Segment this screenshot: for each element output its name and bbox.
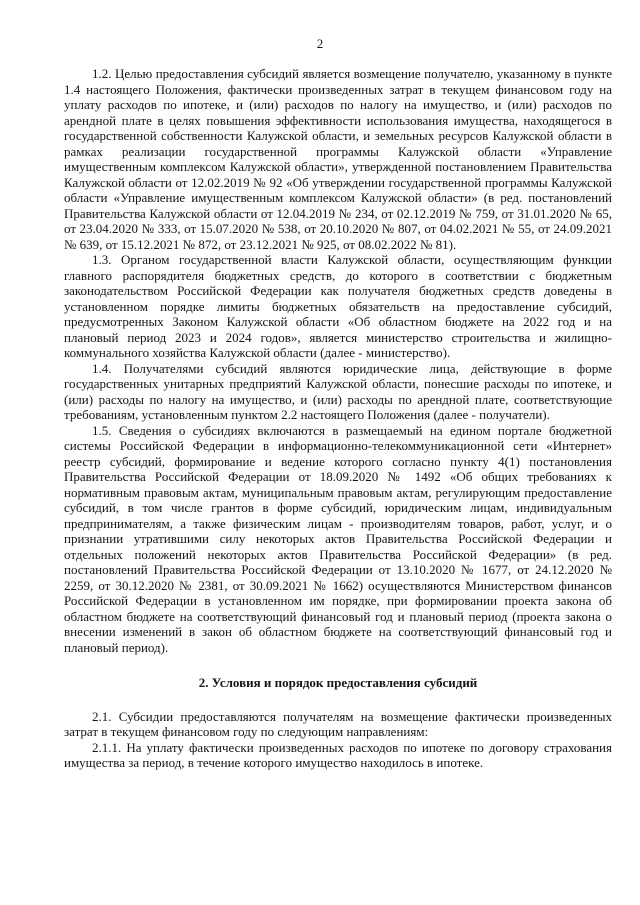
- document-body: [64, 66, 612, 771]
- paragraph-1-4: 1.4. Получателями субсидий являются юридические лица, действующие в форме государственных унитарных предприятий Калужской области, понесшие расходы по ипотеке, и (или) расходы по налогу на имущество, и (или) расходы по арендной плате, соответствующие требованиям, установленным пунктом 2.2 настоящего Положения (далее - получатели).: [64, 360, 612, 422]
- paragraph-1-5: 1.5. Сведения о субсидиях включаются в размещаемый на едином портале бюджетной системы Российской Федерации в информационно-телекоммуникационной сети «Интернет» реестр субсидий, формирование и ведение которого согласно пункту 4(1) постановления Правительства Российской Федерации от 18.09.2020 № 1492 «Об общих требованиях к нормативным правовым актам, муниципальным правовым актам, регулирующим предоставление субсидий, в том числе грантов в форме субсидий, юридическим лицам, индивидуальным предпринимателям, а также физическим лицам - производителям товаров, работ, услуг, и о признании утратившими силу некоторых актов Правительства Российской Федерации и отдельных положений некоторых актов Правительства Российской Федерации» (в ред. постановлений Правительства Российской Федерации от 13.10.2020 № 1677, от 24.12.2020 № 2259, от 30.12.2020 № 2381, от 30.09.2021 № 1662) осуществляются Министерством финансов Российской Федерации в установленном им порядке, при формировании проекта закона об областном бюджете на соответствующий финансовый год и плановый период (проекта закона о внесении изменений в закон об областном бюджете на соответствующий финансовый год и плановый период).: [64, 422, 612, 655]
- paragraph-1-2: 1.2. Целью предоставления субсидий является возмещение получателю, указанному в пункте 1.4 настоящего Положения, фактически произведенных затрат в текущем финансовом году на уплату расходов по ипотеке, и (или) расходов по налогу на имущество, и (или) расходов по арендной плате в целях повышения эффективности использования имущества, находящегося в государственной собственности Калужской области, и земельных ресурсов Калужской области в рамках реализации государственной программы Калужской области «Управление имущественным комплексом Калужской области», утвержденной постановлением Правительства Калужской области от 12.02.2019 № 92 «Об утверждении государственной программы Калужской области «Управление имущественным комплексом Калужской области» (в ред. постановлений Правительства Калужской области от 12.04.2019 № 234, от 02.12.2019 № 759, от 31.01.2020 № 65, от 23.04.2020 № 333, от 15.07.2020 № 538, от 20.10.2020 № 807, от 04.02.2021 № 55, от 24.09.2021 № 639, от 15.12.2021 № 872, от 23.12.2021 № 925, от 08.02.2022 № 81).: [64, 66, 612, 252]
- paragraph-1-3: 1.3. Органом государственной власти Калужской области, осуществляющим функции главного распорядителя бюджетных средств, до которого в соответствии с бюджетным законодательством Российской Федерации как получателя бюджетных средств доведены в установленном порядке лимиты бюджетных обязательств на предоставление субсидий, предусмотренных Законом Калужской области «Об областном бюджете на 2022 год и на плановый период 2023 и 2024 годов», является министерство строительства и жилищно-коммунального хозяйства Калужской области (далее - министерство).: [64, 252, 612, 360]
- page-number: 2: [316, 36, 324, 51]
- paragraph-2-1: 2.1. Субсидии предоставляются получателям на возмещение фактически произведенных затрат в текущем финансовом году по следующим направлениям:: [64, 708, 612, 739]
- paragraph-2-1-1: 2.1.1. На уплату фактически произведенных расходов по ипотеке по договору страхования имущества за период, в течение которого имущество находилось в ипотеке.: [64, 739, 612, 770]
- section-heading: 2. Условия и порядок предоставления субсидий: [198, 675, 478, 690]
